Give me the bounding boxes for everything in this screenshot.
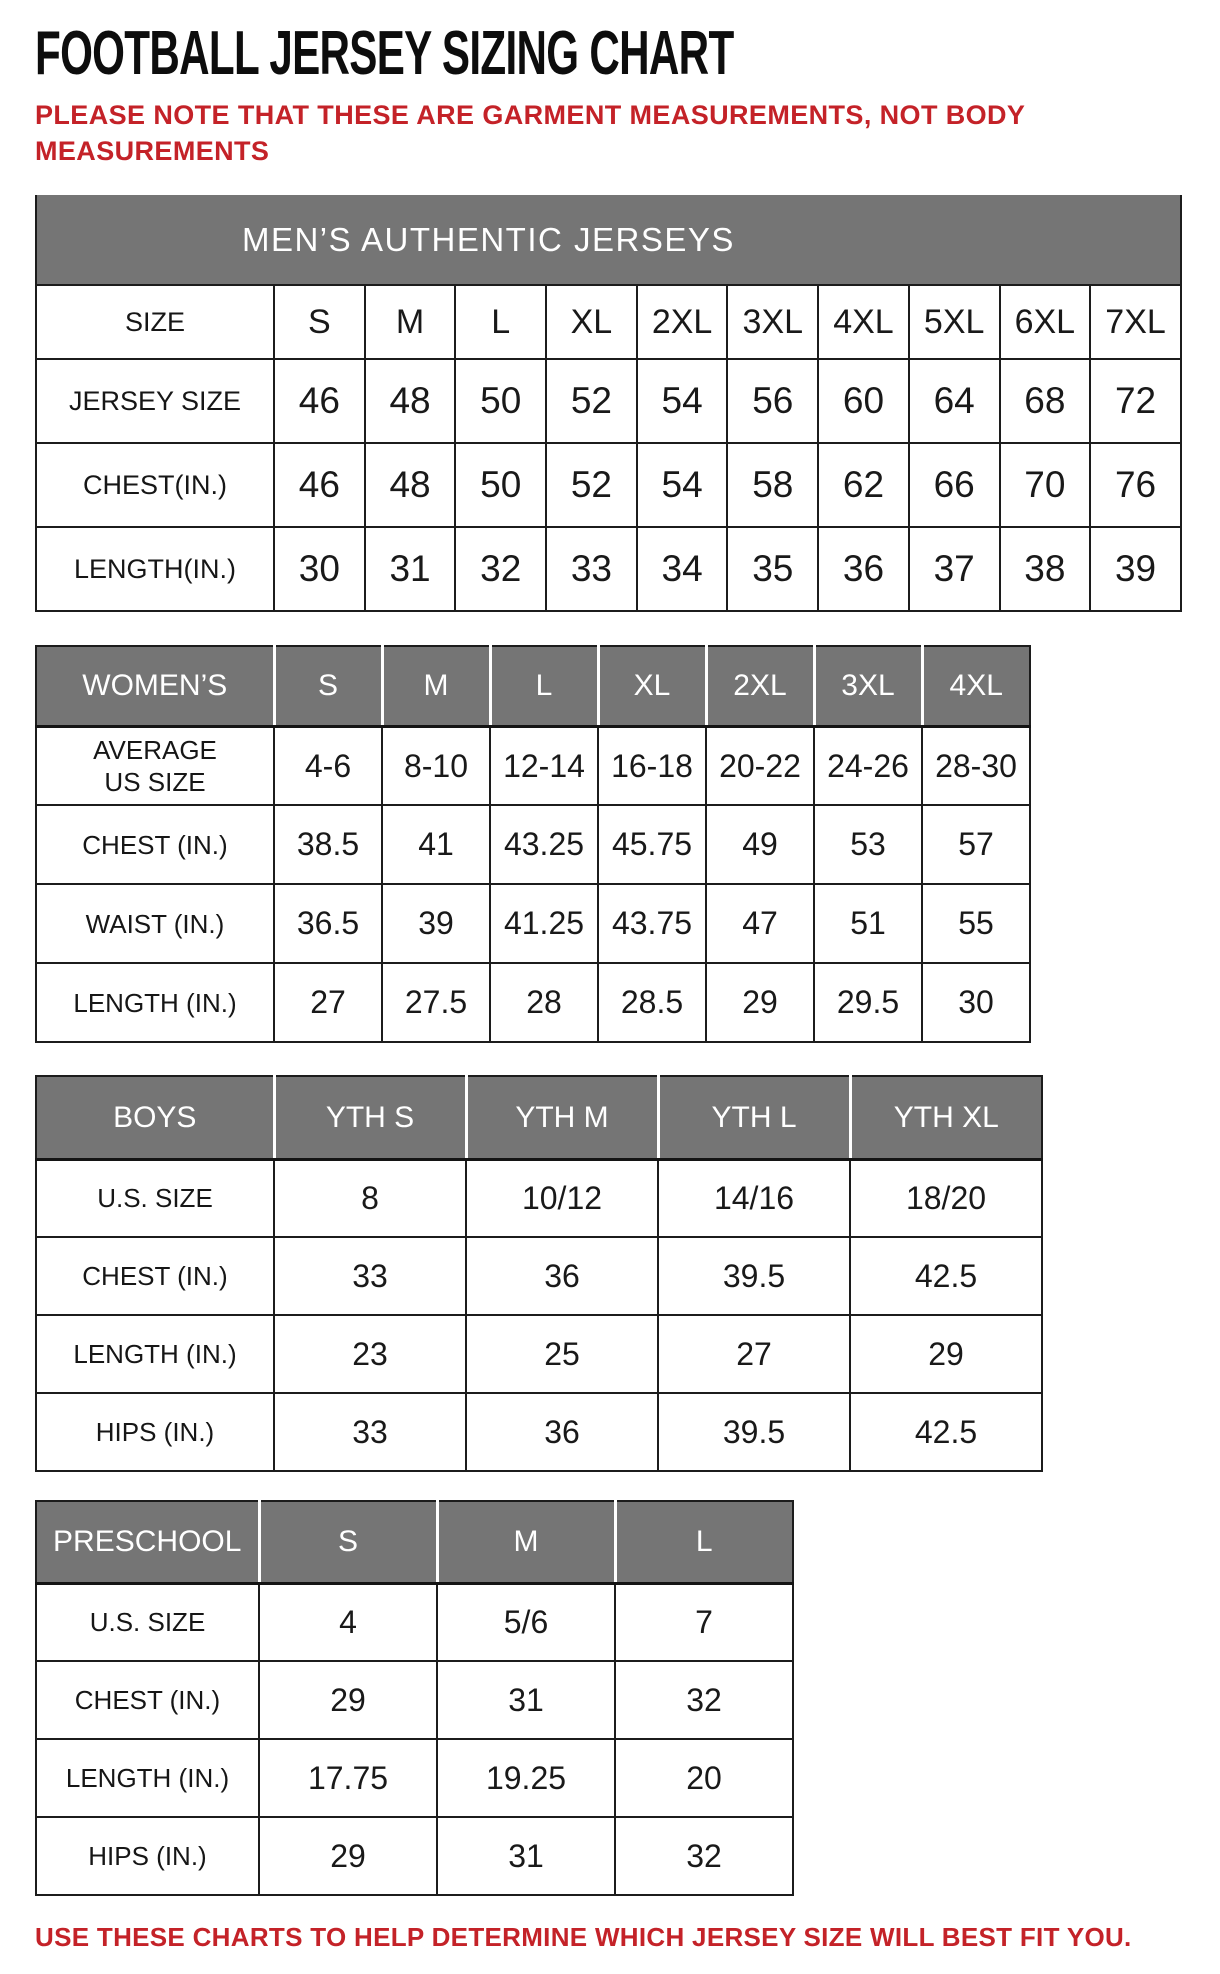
table-row <box>36 1739 793 1817</box>
cell-value: 5XL <box>909 285 1000 359</box>
row-label: CHEST (IN.) <box>36 805 274 884</box>
cell-value: 39.5 <box>658 1393 850 1471</box>
row-label: JERSEY SIZE <box>36 359 274 443</box>
cell-value: 41 <box>382 805 490 884</box>
preschool-table-header-row <box>36 1501 793 1583</box>
table-row <box>36 285 1181 359</box>
cell-value: 5/6 <box>437 1583 615 1661</box>
row-label: CHEST (IN.) <box>36 1237 274 1315</box>
cell-value: 31 <box>365 527 456 611</box>
row-label: U.S. SIZE <box>36 1583 259 1661</box>
cell-value: 28 <box>490 963 598 1042</box>
size-column-header: S <box>259 1501 437 1583</box>
cell-value: 36 <box>466 1393 658 1471</box>
cell-value: 19.25 <box>437 1739 615 1817</box>
cell-value: 52 <box>546 359 637 443</box>
row-label: WAIST (IN.) <box>36 884 274 963</box>
row-label: HIPS (IN.) <box>36 1817 259 1895</box>
size-column-header: 3XL <box>814 646 922 726</box>
cell-value: 68 <box>1000 359 1091 443</box>
cell-value: 27 <box>658 1315 850 1393</box>
table-row <box>36 1237 1042 1315</box>
preschool-sizing-table <box>35 1500 794 1896</box>
womens-table-header-row <box>36 646 1030 726</box>
garment-measurements-note: PLEASE NOTE THAT THESE ARE GARMENT MEASUREMENTS, NOT BODY MEASUREMENTS <box>35 100 1025 166</box>
cell-value: 29 <box>259 1661 437 1739</box>
table-row <box>36 359 1181 443</box>
cell-value: 20-22 <box>706 726 814 805</box>
cell-value: 7 <box>615 1583 793 1661</box>
cell-value: 76 <box>1090 443 1181 527</box>
cell-value: 46 <box>274 443 365 527</box>
cell-value: 32 <box>615 1661 793 1739</box>
row-label: CHEST (IN.) <box>36 1661 259 1739</box>
cell-value: 36 <box>466 1237 658 1315</box>
row-label: LENGTH (IN.) <box>36 1739 259 1817</box>
cell-value: 34 <box>637 527 728 611</box>
cell-value: 29 <box>706 963 814 1042</box>
table-row <box>36 884 1030 963</box>
cell-value: 72 <box>1090 359 1181 443</box>
cell-value: 38 <box>1000 527 1091 611</box>
row-label: LENGTH(IN.) <box>36 527 274 611</box>
cell-value: 54 <box>637 359 728 443</box>
cell-value: 37 <box>909 527 1000 611</box>
cell-value: 64 <box>909 359 1000 443</box>
size-column-header: YTH XL <box>850 1076 1042 1159</box>
cell-value: 4 <box>259 1583 437 1661</box>
size-column-header: YTH M <box>466 1076 658 1159</box>
cell-value: 42.5 <box>850 1393 1042 1471</box>
cell-value: 29 <box>850 1315 1042 1393</box>
cell-value: 33 <box>546 527 637 611</box>
size-column-header: YTH L <box>658 1076 850 1159</box>
size-column-header: M <box>437 1501 615 1583</box>
table-row <box>36 963 1030 1042</box>
cell-value: 66 <box>909 443 1000 527</box>
cell-value: 70 <box>1000 443 1091 527</box>
womens-sizing-table <box>35 645 1031 1043</box>
cell-value: 48 <box>365 443 456 527</box>
cell-value: 57 <box>922 805 1030 884</box>
table-group-label: BOYS <box>36 1076 274 1159</box>
cell-value: 2XL <box>637 285 728 359</box>
cell-value: 4XL <box>818 285 909 359</box>
cell-value: 60 <box>818 359 909 443</box>
cell-value: 36 <box>818 527 909 611</box>
cell-value: 38.5 <box>274 805 382 884</box>
mens-authentic-jerseys-table <box>35 195 1182 612</box>
cell-value: 8 <box>274 1159 466 1237</box>
cell-value: 47 <box>706 884 814 963</box>
table-row <box>36 1817 793 1895</box>
size-column-header: YTH S <box>274 1076 466 1159</box>
table-row <box>36 1393 1042 1471</box>
cell-value: 23 <box>274 1315 466 1393</box>
row-label: LENGTH (IN.) <box>36 1315 274 1393</box>
cell-value: 17.75 <box>259 1739 437 1817</box>
size-column-header: M <box>382 646 490 726</box>
row-label: CHEST(IN.) <box>36 443 274 527</box>
cell-value: S <box>274 285 365 359</box>
cell-value: 36.5 <box>274 884 382 963</box>
cell-value: 43.25 <box>490 805 598 884</box>
cell-value: 48 <box>365 359 456 443</box>
cell-value: 4-6 <box>274 726 382 805</box>
cell-value: 52 <box>546 443 637 527</box>
cell-value: 30 <box>274 527 365 611</box>
cell-value: 28-30 <box>922 726 1030 805</box>
cell-value: 16-18 <box>598 726 706 805</box>
cell-value: 31 <box>437 1817 615 1895</box>
cell-value: 62 <box>818 443 909 527</box>
table-row <box>36 726 1030 805</box>
row-label: LENGTH (IN.) <box>36 963 274 1042</box>
cell-value: 7XL <box>1090 285 1181 359</box>
mens-table-title: MEN’S AUTHENTIC JERSEYS <box>36 195 1181 285</box>
cell-value: 51 <box>814 884 922 963</box>
cell-value: 50 <box>455 443 546 527</box>
table-row <box>36 1159 1042 1237</box>
page-title-text: FOOTBALL JERSEY SIZING CHART <box>35 19 734 88</box>
cell-value: 28.5 <box>598 963 706 1042</box>
boys-sizing-table <box>35 1075 1043 1472</box>
cell-value: 43.75 <box>598 884 706 963</box>
cell-value: 33 <box>274 1393 466 1471</box>
size-column-header: 4XL <box>922 646 1030 726</box>
cell-value: 46 <box>274 359 365 443</box>
cell-value: 24-26 <box>814 726 922 805</box>
page-title <box>35 20 1195 88</box>
cell-value: 30 <box>922 963 1030 1042</box>
cell-value: 49 <box>706 805 814 884</box>
cell-value: 20 <box>615 1739 793 1817</box>
table-row <box>36 527 1181 611</box>
row-label: SIZE <box>36 285 274 359</box>
row-label: HIPS (IN.) <box>36 1393 274 1471</box>
cell-value: 39.5 <box>658 1237 850 1315</box>
size-column-header: XL <box>598 646 706 726</box>
cell-value: 55 <box>922 884 1030 963</box>
table-group-label: WOMEN’S <box>36 646 274 726</box>
cell-value: 27 <box>274 963 382 1042</box>
row-label: AVERAGE US SIZE <box>36 726 274 805</box>
cell-value: XL <box>546 285 637 359</box>
cell-value: 41.25 <box>490 884 598 963</box>
cell-value: M <box>365 285 456 359</box>
cell-value: 35 <box>727 527 818 611</box>
cell-value: 10/12 <box>466 1159 658 1237</box>
table-row <box>36 805 1030 884</box>
cell-value: 42.5 <box>850 1237 1042 1315</box>
cell-value: 33 <box>274 1237 466 1315</box>
cell-value: 32 <box>615 1817 793 1895</box>
cell-value: 53 <box>814 805 922 884</box>
cell-value: 14/16 <box>658 1159 850 1237</box>
table-row <box>36 1583 793 1661</box>
size-column-header: L <box>615 1501 793 1583</box>
cell-value: 39 <box>1090 527 1181 611</box>
cell-value: 45.75 <box>598 805 706 884</box>
table-row <box>36 443 1181 527</box>
size-column-header: S <box>274 646 382 726</box>
cell-value: 58 <box>727 443 818 527</box>
cell-value: 39 <box>382 884 490 963</box>
table-group-label: PRESCHOOL <box>36 1501 259 1583</box>
cell-value: 29 <box>259 1817 437 1895</box>
cell-value: 6XL <box>1000 285 1091 359</box>
cell-value: 8-10 <box>382 726 490 805</box>
cell-value: 56 <box>727 359 818 443</box>
cell-value: 31 <box>437 1661 615 1739</box>
cell-value: 25 <box>466 1315 658 1393</box>
row-label: U.S. SIZE <box>36 1159 274 1237</box>
cell-value: 50 <box>455 359 546 443</box>
table-row <box>36 1315 1042 1393</box>
cell-value: L <box>455 285 546 359</box>
cell-value: 3XL <box>727 285 818 359</box>
cell-value: 32 <box>455 527 546 611</box>
cell-value: 27.5 <box>382 963 490 1042</box>
cell-value: 12-14 <box>490 726 598 805</box>
table-row <box>36 1661 793 1739</box>
boys-table-header-row <box>36 1076 1042 1159</box>
cell-value: 18/20 <box>850 1159 1042 1237</box>
footer-note: USE THESE CHARTS TO HELP DETERMINE WHICH JERSEY SIZE WILL BEST FIT YOU. <box>35 1922 1132 1953</box>
size-column-header: L <box>490 646 598 726</box>
mens-table-header-row <box>36 195 1181 285</box>
cell-value: 54 <box>637 443 728 527</box>
size-column-header: 2XL <box>706 646 814 726</box>
cell-value: 29.5 <box>814 963 922 1042</box>
